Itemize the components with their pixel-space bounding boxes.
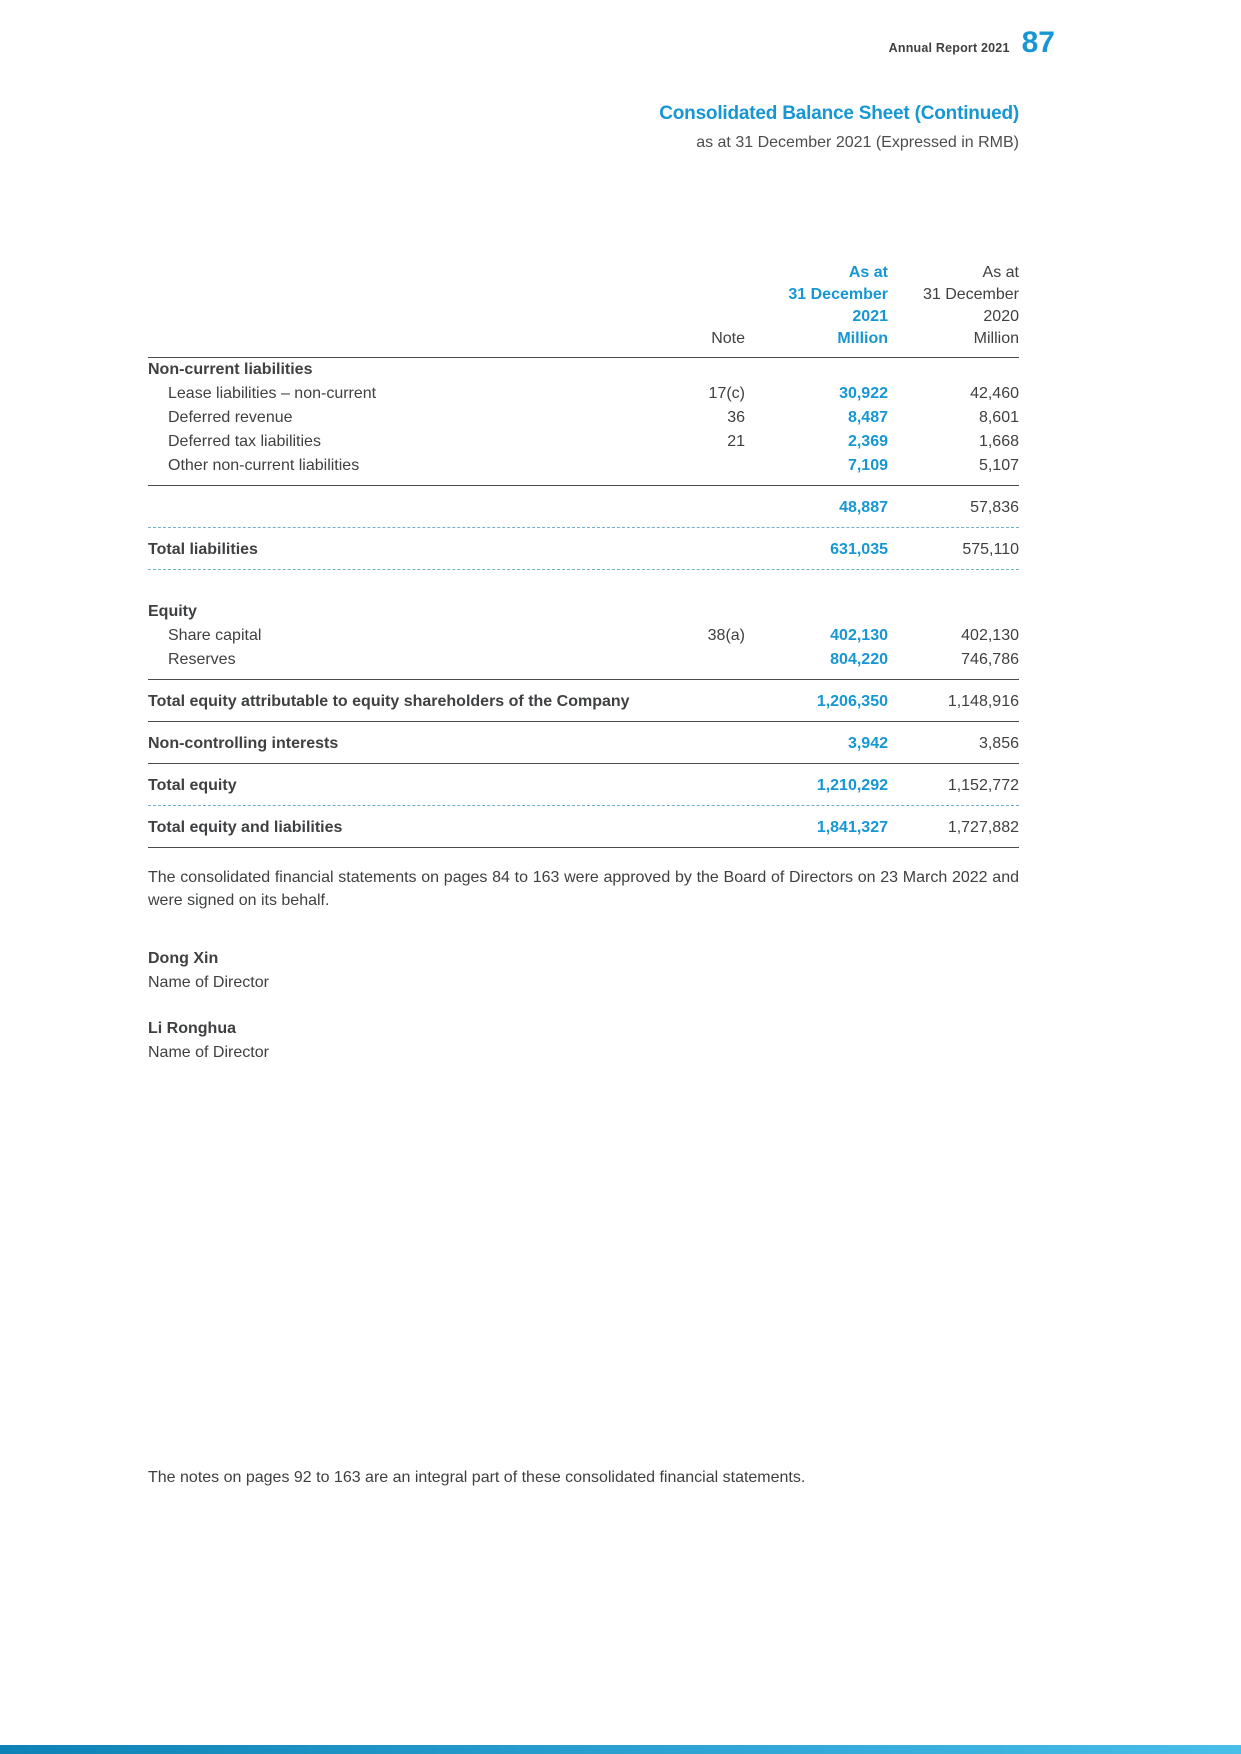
title-block [659,103,1019,152]
row-label: Non-current liabilities [148,361,313,378]
col-header-line: 2021 [852,308,888,325]
table-row [148,600,1019,624]
table-row [148,764,1019,806]
table-row [148,406,1019,430]
row-value-2021: 3,942 [847,735,888,752]
row-value-2021: 1,210,292 [816,777,888,794]
table-row [148,624,1019,648]
page-title: Consolidated Balance Sheet (Continued) [659,103,1019,124]
col-header-line: Million [973,330,1019,347]
row-value-2020: 1,152,772 [947,777,1019,794]
row-label: Reserves [168,651,236,668]
row-note: 36 [727,409,745,426]
signature-block [148,948,1019,994]
balance-sheet-content [148,262,1019,1064]
row-value-2020: 1,668 [978,433,1019,450]
page-number: 87 [1021,26,1055,59]
row-value-2020: 1,148,916 [947,693,1019,710]
row-label: Other non-current liabilities [168,457,360,474]
table-row [148,648,1019,680]
signatures-section [148,948,1019,1064]
table-row [148,430,1019,454]
table-row [148,486,1019,528]
footer-note: The notes on pages 92 to 163 are an integral part of these consolidated financial statements. [148,1469,806,1486]
row-value-2021: 631,035 [830,541,888,558]
table-row [148,680,1019,722]
col-header-line: As at [848,264,888,281]
row-label: Total liabilities [148,541,258,558]
row-label: Equity [148,603,197,620]
row-note: 21 [727,433,745,450]
table-row [148,806,1019,848]
row-value-2020: 5,107 [978,457,1019,474]
row-value-2021: 8,487 [847,409,888,426]
table-header [148,262,1019,358]
row-label: Non-controlling interests [148,735,339,752]
row-value-2021: 2,369 [847,433,888,450]
row-label: Lease liabilities – non-current [168,385,377,402]
row-value-2020: 402,130 [961,627,1019,644]
director-title: Name of Director [148,974,269,991]
row-value-2021: 402,130 [830,627,888,644]
director-name: Dong Xin [148,950,219,967]
page-bottom-bar [0,1745,1241,1754]
row-label: Total equity and liabilities [148,819,343,836]
row-value-2021: 1,841,327 [816,819,888,836]
row-value-2020: 746,786 [961,651,1019,668]
col-header-2020 [888,262,1019,350]
row-label: Share capital [168,627,262,644]
row-value-2020: 8,601 [978,409,1019,426]
table-row [148,358,1019,382]
director-title: Name of Director [148,1044,269,1061]
row-value-2021: 48,887 [839,499,888,516]
col-header-line: 2020 [983,308,1019,325]
running-header [889,28,1055,58]
col-header-2021 [745,262,888,350]
col-header-line: Million [837,330,888,347]
row-value-2021: 7,109 [847,457,888,474]
row-label: Deferred tax liabilities [168,433,321,450]
table-row [148,528,1019,570]
table-row [148,454,1019,486]
row-note: 38(a) [707,627,745,644]
row-label: Total equity [148,777,237,794]
table-row [148,382,1019,406]
report-label: Annual Report 2021 [888,41,1010,55]
row-value-2020: 57,836 [970,499,1019,516]
row-value-2021: 30,922 [839,385,888,402]
row-value-2021: 1,206,350 [816,693,888,710]
row-value-2021: 804,220 [830,651,888,668]
director-name: Li Ronghua [148,1020,236,1037]
row-value-2020: 42,460 [970,385,1019,402]
page-subtitle: as at 31 December 2021 (Expressed in RMB) [696,134,1019,151]
col-header-note: Note [711,330,745,347]
table-row [148,722,1019,764]
col-header-line: 31 December [922,286,1019,303]
row-note: 17(c) [708,385,745,402]
approval-paragraph: The consolidated financial statements on pages 84 to 163 were approved by the Board of Directors on 23 March 2022 and were signed on its behalf. [148,869,1019,909]
row-value-2020: 3,856 [978,735,1019,752]
table-body [148,358,1019,848]
signature-block [148,1018,1019,1064]
row-label: Deferred revenue [168,409,293,426]
col-header-line: As at [982,264,1019,281]
row-label: Total equity attributable to equity shareholders of the Company [148,693,630,710]
row-value-2020: 575,110 [962,541,1019,558]
row-value-2020: 1,727,882 [947,819,1019,836]
col-header-line: 31 December [788,286,888,303]
